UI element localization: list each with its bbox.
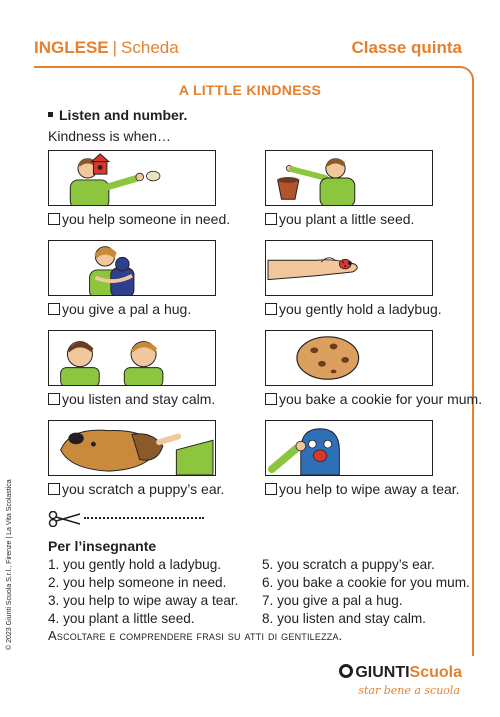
hug-illustration <box>48 240 216 296</box>
checkbox[interactable] <box>48 303 60 315</box>
header <box>34 38 462 62</box>
option-wipe-tear: you help to wipe away a tear. <box>265 481 460 497</box>
cut-line <box>48 511 208 527</box>
help-birdhouse-illustration <box>48 150 216 206</box>
puppy-illustration <box>48 420 216 476</box>
dotted-line <box>84 517 204 519</box>
checkbox[interactable] <box>265 303 277 315</box>
answer-key-item: 1. you gently hold a ladybug. <box>48 557 222 572</box>
teacher-heading: Per l’insegnante <box>48 538 157 554</box>
checkbox[interactable] <box>48 213 60 225</box>
answer-key-item: 4. you plant a little seed. <box>48 611 195 626</box>
plant-seed-illustration <box>265 150 433 206</box>
answer-key-item: 2. you help someone in need. <box>48 575 227 590</box>
header-subject: INGLESE | Scheda <box>34 38 179 57</box>
answer-key-item: 7. you give a pal a hug. <box>262 593 403 608</box>
option-plant-seed: you plant a little seed. <box>265 211 414 227</box>
answer-key-item: 3. you help to wipe away a tear. <box>48 593 239 608</box>
instruction: Listen and number. <box>48 107 187 123</box>
checkbox[interactable] <box>48 483 60 495</box>
giunti-logo-icon <box>339 664 353 678</box>
bullet-icon <box>48 112 53 117</box>
option-ladybug: you gently hold a ladybug. <box>265 301 442 317</box>
option-cookie: you bake a cookie for your mum. <box>265 391 482 407</box>
checkbox[interactable] <box>265 393 277 405</box>
checkbox[interactable] <box>265 483 277 495</box>
answer-key-item: 6. you bake a cookie for you mum. <box>262 575 470 590</box>
ladybug-hand-illustration <box>265 240 433 296</box>
worksheet-title: A LITTLE KINDNESS <box>178 82 322 98</box>
publisher-logo: GIUNTIScuola star bene a scuola <box>322 664 462 702</box>
learning-objective: Ascoltare e comprendere frasi su atti di gentilezza. <box>48 628 343 643</box>
two-kids-talking-illustration <box>48 330 216 386</box>
cookie-illustration <box>265 330 433 386</box>
checkbox[interactable] <box>48 393 60 405</box>
copyright-note: © 2023 Giunti Scuola S.r.l., Firenze | La Vita Scolastica <box>6 479 13 650</box>
wipe-tear-illustration <box>265 420 433 476</box>
option-puppy: you scratch a puppy’s ear. <box>48 481 224 497</box>
answer-key-item: 5. you scratch a puppy’s ear. <box>262 557 435 572</box>
header-grade: Classe quinta <box>351 38 462 57</box>
option-hug: you give a pal a hug. <box>48 301 191 317</box>
scissors-icon <box>48 511 82 527</box>
checkbox[interactable] <box>265 213 277 225</box>
option-help-someone: you help someone in need. <box>48 211 230 227</box>
option-listen: you listen and stay calm. <box>48 391 215 407</box>
answer-key-item: 8. you listen and stay calm. <box>262 611 426 626</box>
intro-text: Kindness is when… <box>48 128 171 144</box>
